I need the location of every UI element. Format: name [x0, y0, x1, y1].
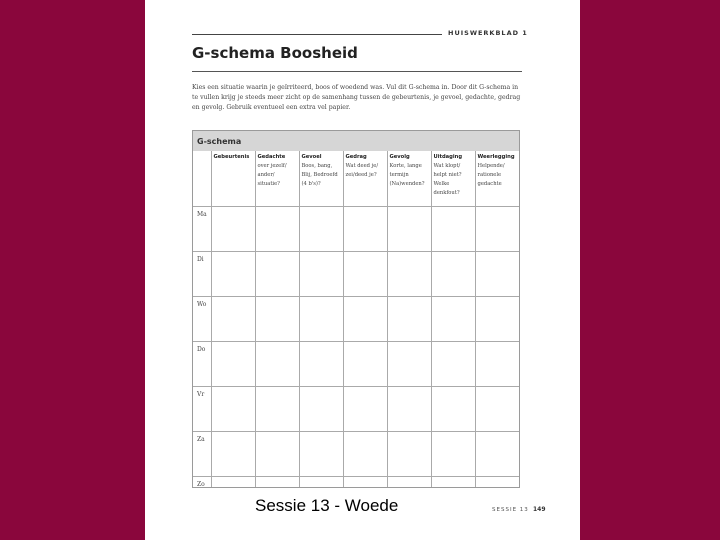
column-header [299, 151, 343, 207]
entry-cell[interactable] [431, 207, 475, 252]
footer-label: SESSIE 13 [492, 507, 529, 513]
day-label: Za [193, 432, 211, 477]
slide-caption: Sessie 13 - Woede [255, 496, 399, 515]
entry-cell[interactable] [475, 432, 519, 477]
entry-cell[interactable] [255, 207, 299, 252]
sheet-title: G-schema [193, 131, 519, 151]
entry-cell[interactable] [343, 432, 387, 477]
entry-cell[interactable] [255, 432, 299, 477]
corner-cell [193, 151, 211, 207]
day-label: Ma [193, 207, 211, 252]
entry-cell[interactable] [343, 387, 387, 432]
table-row [193, 477, 519, 489]
entry-cell[interactable] [299, 252, 343, 297]
entry-cell[interactable] [431, 342, 475, 387]
column-name: Weerlegging [477, 154, 515, 160]
entry-cell[interactable] [255, 297, 299, 342]
entry-cell[interactable] [211, 207, 255, 252]
column-hint: Helpende/ rationele gedachte [477, 163, 505, 187]
entry-cell[interactable] [299, 297, 343, 342]
title-rule [192, 71, 522, 72]
entry-cell[interactable] [211, 387, 255, 432]
table-row [193, 342, 519, 387]
entry-cell[interactable] [299, 432, 343, 477]
column-header-row [193, 151, 519, 207]
column-hint: Boos, bang, Blij, Bedroefd (4 b's)? [301, 163, 338, 187]
header-label: HUISWERKBLAD 1 [448, 29, 528, 37]
entry-cell[interactable] [475, 477, 519, 489]
entry-cell[interactable] [431, 297, 475, 342]
entry-cell[interactable] [255, 387, 299, 432]
page-number: 149 [533, 506, 546, 513]
entry-cell[interactable] [387, 387, 431, 432]
table-row [193, 387, 519, 432]
g-schema-table [192, 130, 520, 488]
column-name: Gevolg [389, 154, 410, 160]
table-row [193, 207, 519, 252]
entry-cell[interactable] [475, 342, 519, 387]
entry-cell[interactable] [299, 477, 343, 489]
column-hint: Korte, lange termijn (Na)wenden? [389, 163, 425, 187]
table-row [193, 252, 519, 297]
column-name: Gedrag [345, 154, 367, 160]
page-title: G-schema Boosheid [192, 44, 358, 62]
day-label: Zo [193, 477, 211, 489]
entry-cell[interactable] [387, 252, 431, 297]
entry-cell[interactable] [387, 207, 431, 252]
entry-cell[interactable] [475, 297, 519, 342]
entry-cell[interactable] [475, 387, 519, 432]
worksheet-page [145, 0, 580, 540]
entry-cell[interactable] [431, 477, 475, 489]
entry-cell[interactable] [211, 432, 255, 477]
column-header [343, 151, 387, 207]
entry-cell[interactable] [475, 207, 519, 252]
column-name: Gedachte [257, 154, 286, 160]
column-header [387, 151, 431, 207]
column-name: Gebeurtenis [213, 154, 250, 160]
schema-grid [193, 151, 519, 488]
day-label: Vr [193, 387, 211, 432]
column-name: Uitdaging [433, 154, 463, 160]
column-header [255, 151, 299, 207]
entry-cell[interactable] [343, 342, 387, 387]
column-hint: over jezelf/ ander/ situatie? [257, 163, 287, 187]
column-header [211, 151, 255, 207]
column-header [475, 151, 519, 207]
entry-cell[interactable] [387, 477, 431, 489]
entry-cell[interactable] [255, 342, 299, 387]
column-hint: Wat deed je/ zei/deed je? [345, 163, 379, 178]
entry-cell[interactable] [299, 207, 343, 252]
entry-cell[interactable] [475, 252, 519, 297]
entry-cell[interactable] [255, 252, 299, 297]
entry-cell[interactable] [211, 297, 255, 342]
entry-cell[interactable] [211, 342, 255, 387]
day-label: Do [193, 342, 211, 387]
column-header [431, 151, 475, 207]
entry-cell[interactable] [255, 477, 299, 489]
table-row [193, 432, 519, 477]
entry-cell[interactable] [431, 387, 475, 432]
entry-cell[interactable] [299, 342, 343, 387]
intro-text: Kies een situatie waarin je geïrriteerd, boos of woedend was. Vul dit G-schema in. Door dit G-schema in te vullen krijg je steeds meer zicht op de samenhang tussen de gebeurtenis, je gevoel, gedachte, gedrag en gevolg. Gebruik eventueel een extra vel papier. [192, 84, 521, 111]
entry-cell[interactable] [343, 207, 387, 252]
column-hint: Wat klopt/ helpt niet? Welke denkfout? [433, 163, 462, 196]
column-name: Gevoel [301, 154, 322, 160]
entry-cell[interactable] [387, 432, 431, 477]
table-row [193, 297, 519, 342]
entry-cell[interactable] [343, 477, 387, 489]
day-label: Wo [193, 297, 211, 342]
day-label: Di [193, 252, 211, 297]
entry-cell[interactable] [431, 432, 475, 477]
entry-cell[interactable] [431, 252, 475, 297]
entry-cell[interactable] [211, 477, 255, 489]
entry-cell[interactable] [387, 342, 431, 387]
entry-cell[interactable] [299, 387, 343, 432]
entry-cell[interactable] [343, 252, 387, 297]
entry-cell[interactable] [211, 252, 255, 297]
entry-cell[interactable] [387, 297, 431, 342]
header-rule [192, 34, 442, 35]
entry-cell[interactable] [343, 297, 387, 342]
